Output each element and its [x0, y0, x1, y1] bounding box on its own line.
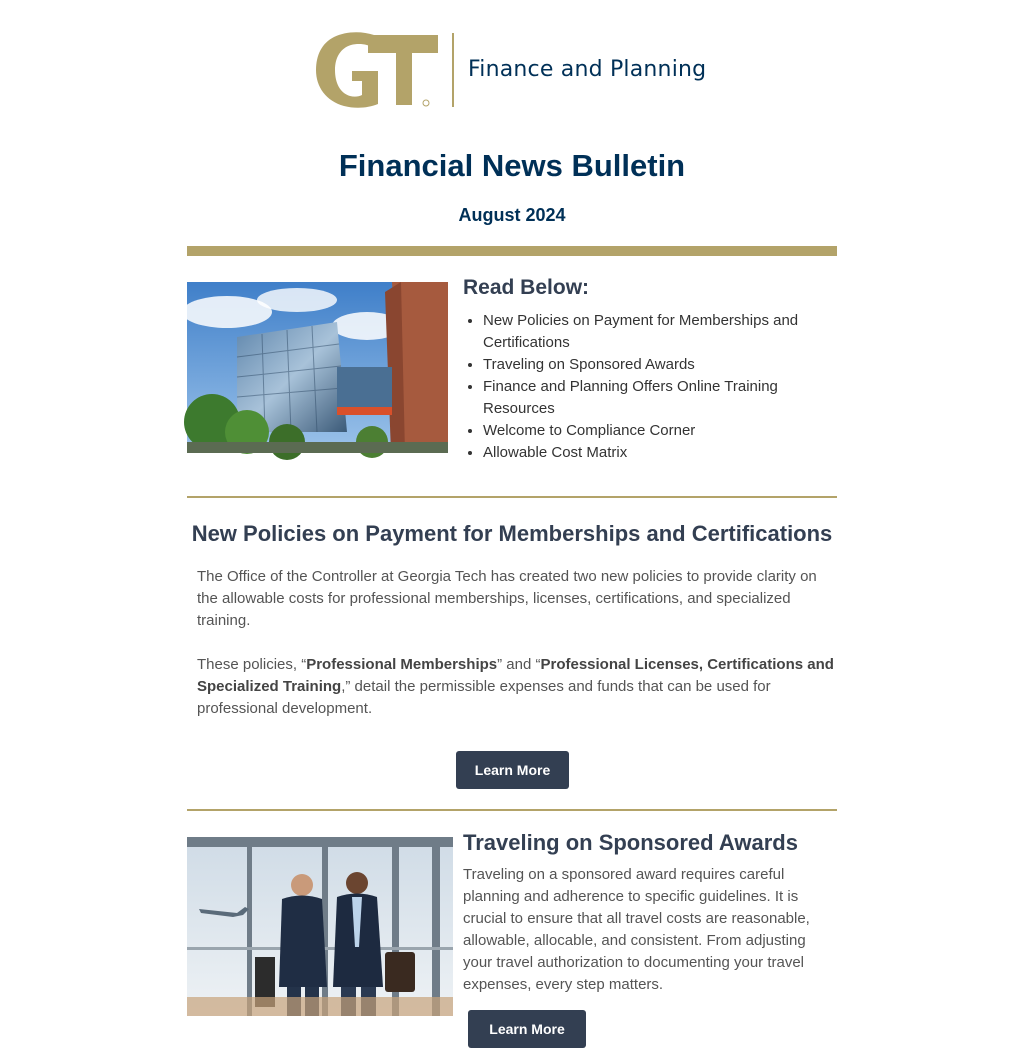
- text-span: These policies, “: [197, 656, 307, 673]
- article-paragraph: The Office of the Controller at Georgia Tech has created two new policies to provide clarity on the allowable costs for professional memberships, licenses, certifications, and specialized training.: [197, 568, 817, 629]
- travelers-airport-photo: [187, 837, 453, 1016]
- toc-item[interactable]: • Finance and Planning Offers Online Training Resources: [483, 376, 837, 420]
- policy-name-memberships: Professional Memberships: [306, 656, 498, 673]
- header-logo[interactable]: [316, 30, 716, 110]
- article-travel: [463, 830, 837, 996]
- bulletin-title: Financial News Bulletin: [338, 148, 686, 183]
- section-divider: [187, 809, 837, 811]
- article-body-travel: Traveling on a sponsored award requires careful planning and adherence to specific guidelines. It is crucial to ensure that all travel costs are reasonable, allowable, allocable, and consistent. From adjusting your travel authorization to documenting your travel expenses, every step matters.: [463, 866, 810, 993]
- gold-divider-bar: [187, 246, 837, 256]
- toc-item[interactable]: • New Policies on Payment for Memberships and Certifications: [483, 310, 837, 354]
- read-below-section: [463, 276, 837, 464]
- campus-building-photo: [187, 282, 448, 453]
- toc-item[interactable]: • Traveling on Sponsored Awards: [483, 354, 837, 376]
- article-title-travel: Traveling on Sponsored Awards: [463, 830, 798, 855]
- logo-divider: [452, 33, 454, 107]
- learn-more-button[interactable]: Learn More: [456, 751, 569, 789]
- brand-name: Finance and Planning: [468, 56, 707, 82]
- learn-more-button[interactable]: Learn More: [468, 1010, 586, 1048]
- section-divider: [187, 496, 837, 498]
- bulletin-date: August 2024: [458, 205, 566, 225]
- toc-list: [463, 310, 837, 464]
- article-title-memberships: New Policies on Payment for Memberships and Certifications: [191, 521, 833, 546]
- toc-heading: Read Below:: [463, 276, 590, 299]
- toc-item[interactable]: • Welcome to Compliance Corner: [483, 420, 837, 442]
- article-paragraph: [197, 654, 837, 720]
- text-span: ” and “: [497, 656, 541, 673]
- gt-logo-icon: [316, 31, 438, 109]
- policy-name-licenses: Professional Licenses, Certifications and Specialized Training: [197, 656, 834, 695]
- article-body-memberships: [197, 566, 837, 742]
- text-span: ,” detail the permissible expenses and funds that can be used for professional development.: [197, 678, 771, 717]
- toc-item[interactable]: • Allowable Cost Matrix: [483, 442, 837, 464]
